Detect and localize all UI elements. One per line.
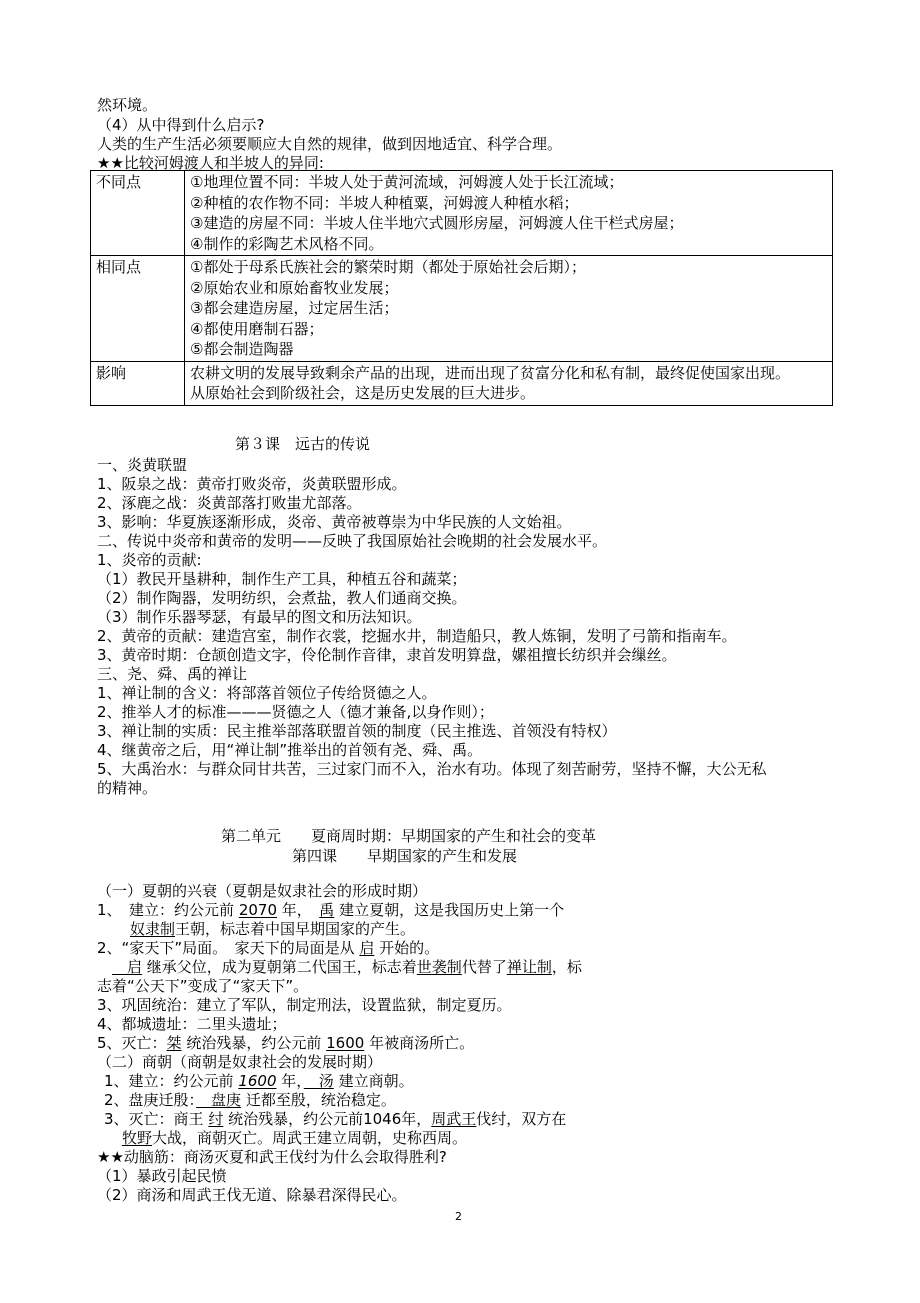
underlined-answer: 2070	[238, 901, 277, 919]
text-line: 2、涿鹿之战：炎黄部落打败蚩尤部落。	[97, 494, 362, 512]
text-line: 1、阪泉之战：黄帝打败炎帝，炎黄联盟形成。	[97, 475, 407, 493]
text-line: 4、继黄帝之后，用“禅让制”推举出的首领有尧、舜、禹。	[97, 741, 483, 759]
text-line	[97, 938, 439, 958]
table-row-header: 不同点	[91, 171, 185, 256]
text-line: 3、影响：华夏族逐渐形成，炎帝、黄帝被尊崇为中华民族的人文始祖。	[97, 513, 572, 531]
lesson4-title: 第四课 早期国家的产生和发展	[292, 847, 518, 865]
table-row	[91, 171, 833, 256]
text-span: 建立夏朝，这是我国历史上第一个	[334, 901, 565, 919]
text-line	[97, 1033, 474, 1053]
table-cell-line: 从原始社会到阶级社会，这是历史发展的巨大进步。	[190, 384, 536, 402]
table-cell-line: ②原始农业和原始畜牧业发展；	[190, 278, 399, 297]
underlined-answer: 禅让制	[506, 958, 552, 976]
text-line	[97, 900, 564, 920]
text-span: ，标	[551, 958, 582, 976]
table-cell-line: ②种植的农作物不同：半坡人种植粟，河姆渡人种植水稻；	[190, 193, 579, 212]
text-line: 4、都城遗址：二里头遗址；	[97, 1015, 287, 1033]
text-span: 建立商朝。	[333, 1072, 414, 1090]
lesson3-title: 第３课 远古的传说	[235, 435, 371, 453]
text-line: 1、炎帝的贡献:	[97, 551, 202, 569]
text-line	[130, 919, 415, 939]
table-cell	[185, 361, 833, 405]
text-line: 二、传说中炎帝和黄帝的发明——反映了我国原始社会晚期的社会发展水平。	[97, 532, 608, 550]
text-line: 3、黄帝时期：仓颉创造文字，伶伦制作音律，隶首发明算盘，嫘祖擅长纺织并会缫丝。	[97, 646, 677, 664]
text-span: 王朝，标志着中国早期国家的产生。	[175, 920, 416, 938]
text-span: 年被商汤所亡。	[364, 1034, 475, 1052]
comparison-table	[90, 170, 833, 406]
table-row	[91, 361, 833, 405]
table-row-header: 相同点	[91, 256, 185, 362]
text-line: 3、巩固统治：建立了军队，制定刑法，设置监狱，制定夏历。	[97, 996, 512, 1014]
text-span: 开始的。	[374, 939, 440, 957]
text-line: 3、禅让制的实质：民主推举部落联盟首领的制度（民主推选、首领没有特权）	[97, 722, 617, 740]
underlined-answer: 启	[112, 958, 143, 976]
text-line: （1）教民开垦耕种，制作生产工具，种植五谷和蔬菜；	[97, 570, 467, 588]
table-row-header: 影响	[91, 361, 185, 405]
underlined-answer: 奴隶制	[130, 920, 176, 938]
text-line: （1）暴政引起民愤	[97, 1167, 227, 1185]
underlined-answer: 桀	[166, 1034, 182, 1052]
text-span: 统治残暴，约公元前	[181, 1034, 327, 1052]
underlined-answer: 禹	[319, 901, 335, 919]
text-line	[104, 1090, 396, 1110]
underlined-answer: 世袭制	[416, 958, 462, 976]
text-span: 2、盘庚迁殷：	[104, 1091, 197, 1109]
text-span: 1、建立：约公元前	[104, 1072, 239, 1090]
text-span: 年，	[277, 901, 320, 919]
text-span: 统治残暴，约公元前1046年，	[223, 1110, 432, 1128]
underlined-answer: 牧野	[122, 1129, 153, 1147]
table-cell-line: ④制作的彩陶艺术风格不同。	[190, 234, 384, 253]
text-line: （2）商汤和周武王伐无道、除暴君深得民心。	[97, 1186, 407, 1204]
text-line	[104, 1109, 566, 1129]
text-span: 2、“家天下”局面。 家天下的局面是从	[97, 939, 360, 957]
text-line: 2、黄帝的贡献：建造宫室，制作衣裳，挖掘水井，制造船只，教人炼铜，发明了弓箭和指南车。	[97, 627, 737, 645]
text-line: 三、尧、舜、禹的禅让	[97, 665, 248, 683]
text-span: 代替了	[461, 958, 507, 976]
table-cell-line: ①地理位置不同：半坡人处于黄河流域，河姆渡人处于长江流域；	[190, 173, 624, 191]
think-question: ★★动脑筋：商汤灭夏和武王伐纣为什么会取得胜利?	[97, 1148, 447, 1166]
underlined-answer: 1600	[238, 1072, 277, 1090]
page-number: 2	[455, 1210, 462, 1223]
text-line: 一、炎黄联盟	[97, 456, 188, 474]
underlined-answer: 启	[359, 939, 375, 957]
text-span: 继承父位，成为夏朝第二代国王，标志着	[142, 958, 417, 976]
text-line	[104, 1071, 414, 1091]
unit2-title: 第二单元 夏商周时期：早期国家的产生和社会的变革	[221, 827, 597, 845]
text-line: （2）制作陶器，发明纺织，会煮盐，教人们通商交换。	[97, 589, 467, 607]
text-line: 1、禅让制的含义：将部落首领位子传给贤德之人。	[97, 684, 437, 702]
underlined-answer: 汤	[303, 1072, 334, 1090]
intro-line-1: 然环境。	[97, 96, 158, 114]
intro-line-4: ★★比较河姆渡人和半坡人的异同:	[97, 154, 324, 172]
underlined-answer: 盘庚	[196, 1091, 242, 1109]
table-cell-line: ③建造的房屋不同：半坡人住半地穴式圆形房屋，河姆渡人住干栏式房屋；	[190, 214, 684, 232]
table-cell-line: 农耕文明的发展导致剩余产品的出现，进而出现了贫富分化和私有制，最终促使国家出现。	[190, 363, 791, 382]
text-span: 5、灭亡：	[97, 1034, 167, 1052]
table-cell-line: ③都会建造房屋，过定居生活；	[190, 299, 399, 317]
underlined-answer: 纣	[208, 1110, 224, 1128]
text-span: 1、 建立：约公元前	[97, 901, 239, 919]
text-span: 迁都至殷，统治稳定。	[241, 1091, 396, 1109]
xia-heading: （一）夏朝的兴衰（夏朝是奴隶社会的形成时期）	[97, 882, 428, 900]
text-line: 志着“公天下”变成了“家天下”。	[97, 977, 309, 995]
text-line	[122, 1128, 467, 1148]
table-cell-line: ①都处于母系氏族社会的繁荣时期（都处于原始社会后期）；	[190, 258, 586, 276]
table-cell	[185, 256, 833, 362]
table-cell-line: ⑤都会制造陶器	[190, 340, 294, 358]
underlined-answer: 1600	[326, 1034, 365, 1052]
table-cell-line: ④都使用磨制石器；	[190, 319, 324, 338]
text-line: 的精神。	[97, 779, 158, 797]
table-cell	[185, 171, 833, 256]
text-span: 伐纣，双方在	[476, 1110, 567, 1128]
table-row	[91, 256, 833, 362]
intro-line-3: 人类的生产生活必须要顺应大自然的规律，做到因地适宜、科学合理。	[97, 135, 563, 153]
text-span: 年，	[276, 1072, 304, 1090]
intro-line-2: （4）从中得到什么启示?	[97, 116, 265, 134]
text-line	[112, 957, 582, 977]
underlined-answer: 周武王	[431, 1110, 477, 1128]
text-line: （3）制作乐器琴瑟，有最早的图文和历法知识。	[97, 608, 422, 626]
text-line: 2、推举人才的标准———贤德之人（德才兼备,以身作则）；	[97, 703, 494, 721]
text-span: 3、灭亡：商王	[104, 1110, 209, 1128]
text-line: 5、大禹治水：与群众同甘共苦，三过家门而不入，治水有功。体现了刻苦耐劳，坚持不懈，大公无私	[97, 760, 767, 778]
text-span: 大战，商朝灭亡。周武王建立周朝，史称西周。	[152, 1129, 468, 1147]
shang-heading: （二）商朝（商朝是奴隶社会的发展时期）	[97, 1053, 383, 1071]
